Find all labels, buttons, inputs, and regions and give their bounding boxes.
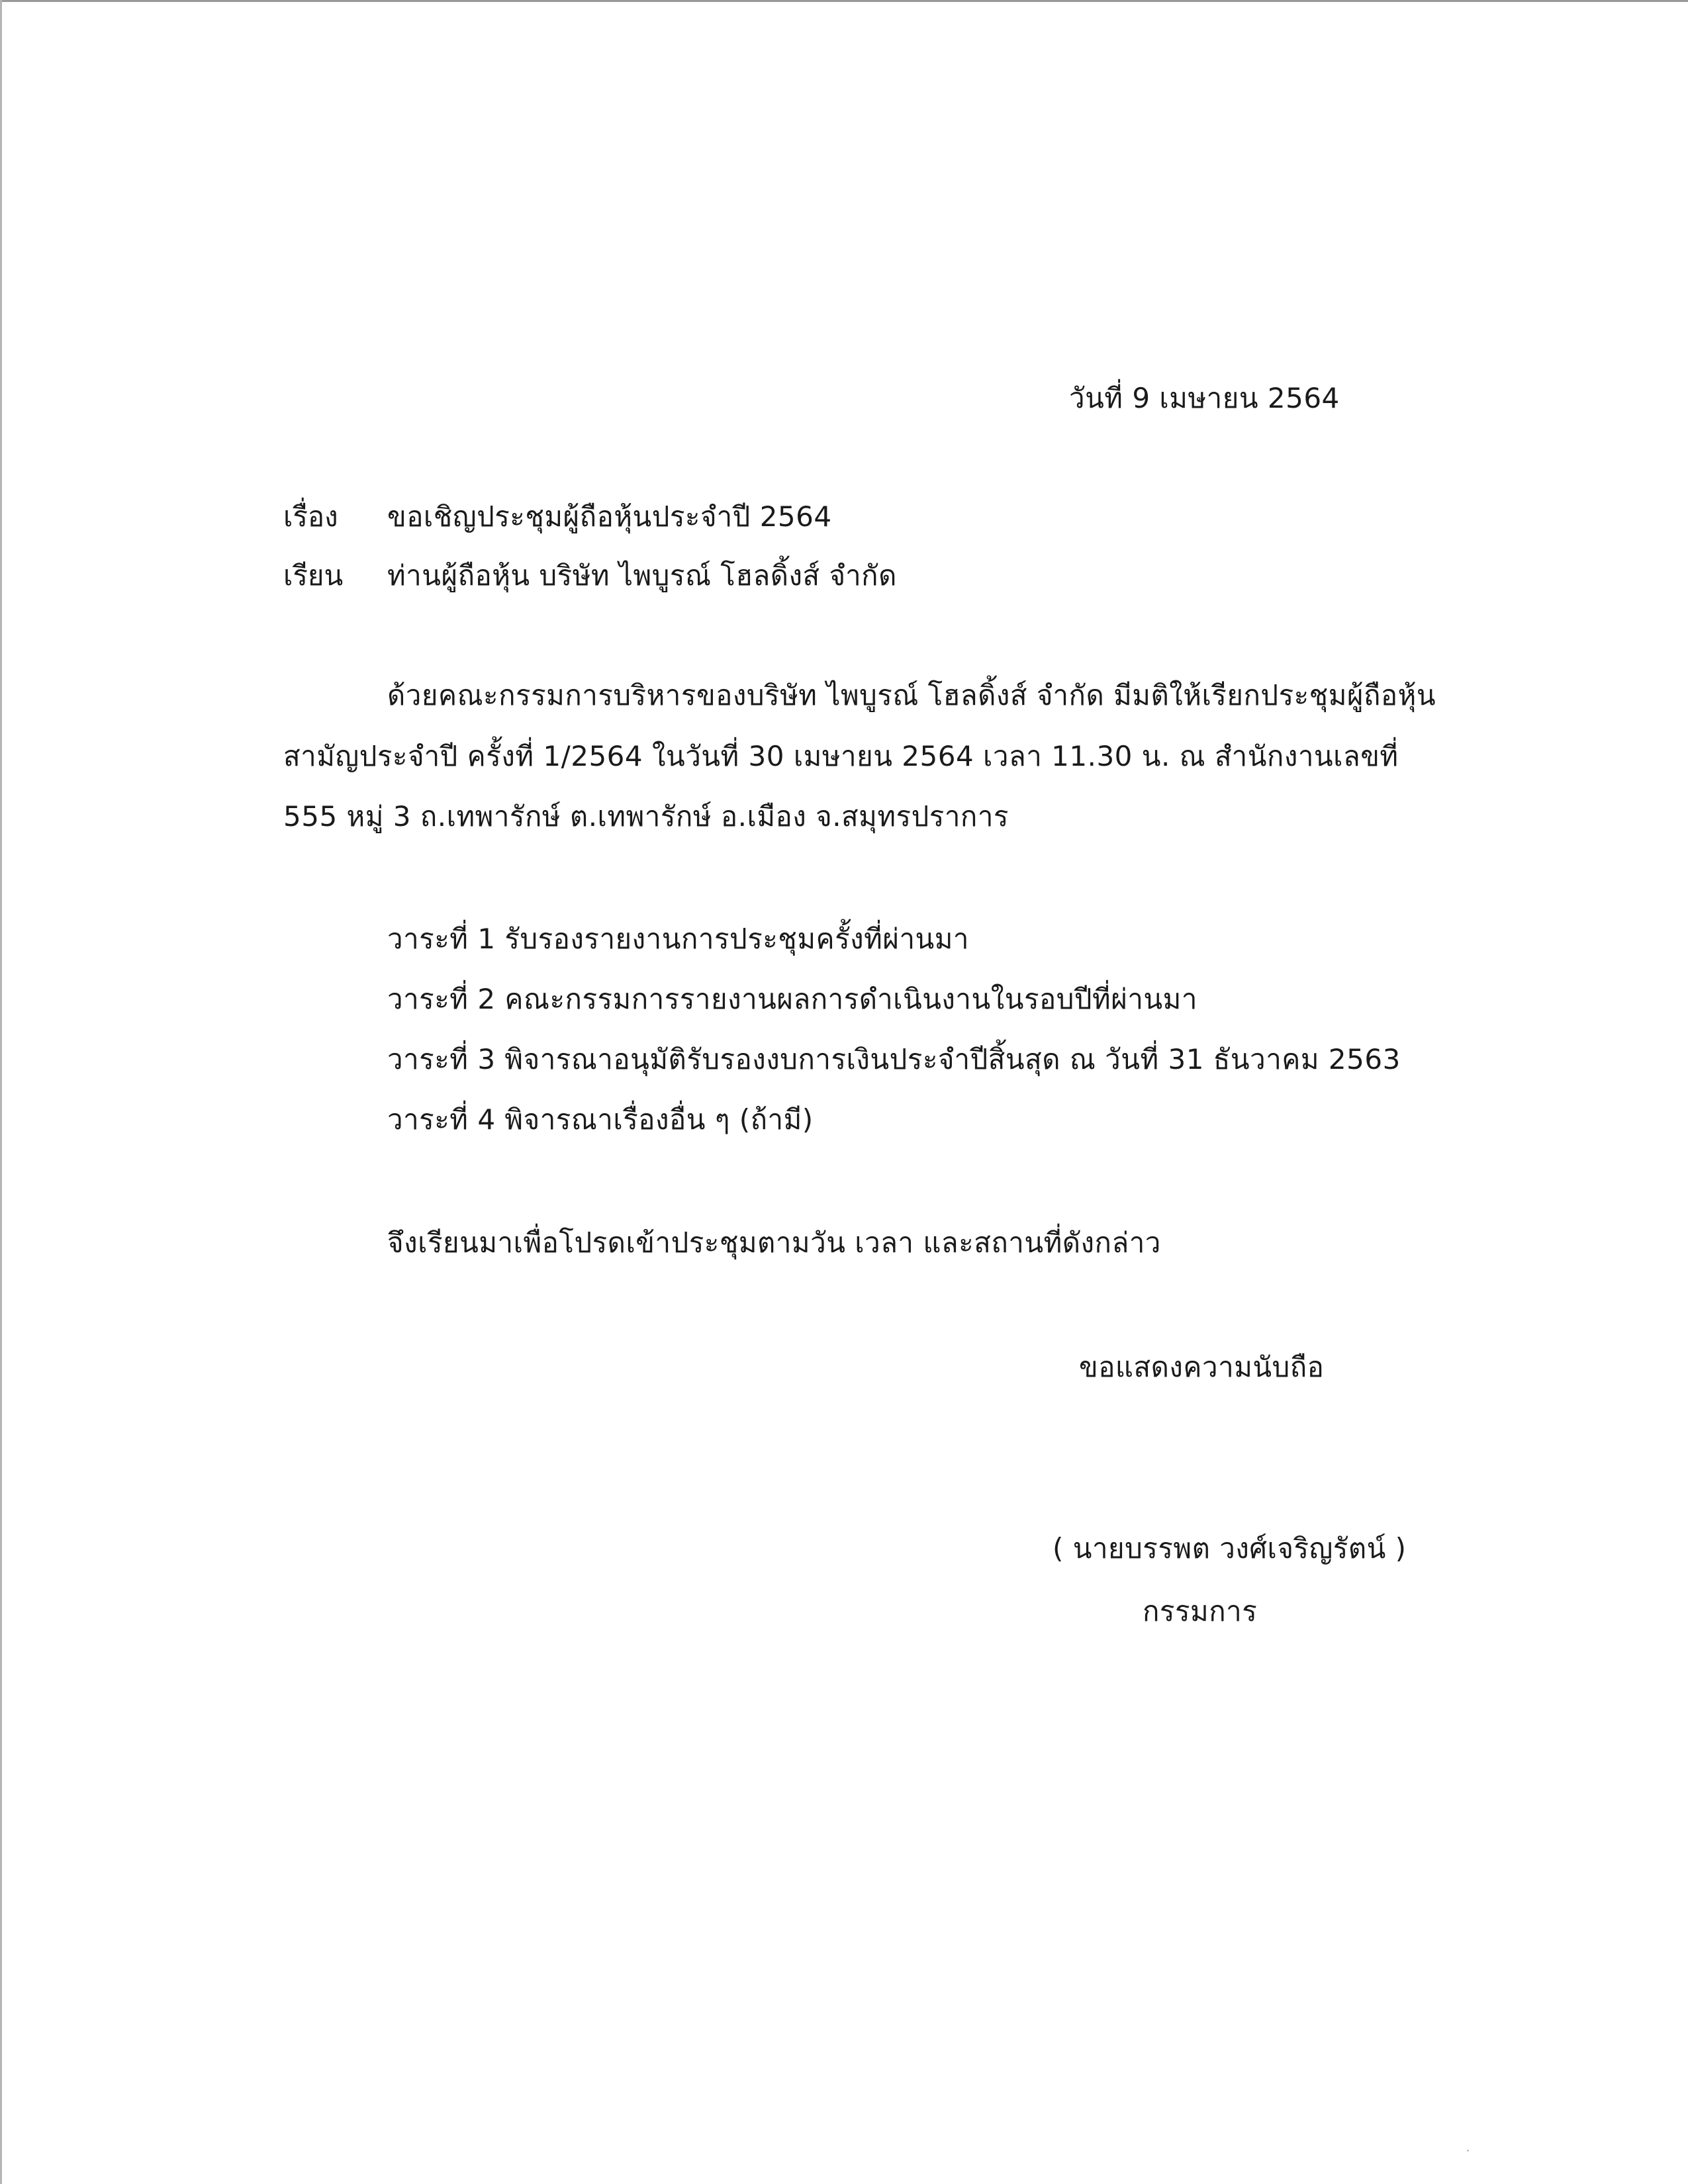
body-line: สามัญประจำปี ครั้งที่ 1/2564 ในวันที่ 30 เมษายน 2564 เวลา 11.30 น. ณ สำนักงานเลขที่	[283, 740, 1399, 772]
regards-text: ขอแสดงความนับถือ	[1079, 1351, 1325, 1383]
body-line: 555 หมู่ 3 ถ.เทพารักษ์ ต.เทพารักษ์ อ.เมือง จ.สมุทรปราการ	[283, 800, 1009, 833]
subject-text: ขอเชิญประชุมผู้ถือหุ้นประจำปี 2564	[387, 500, 832, 533]
recipient-label: เรียน	[283, 559, 344, 592]
agenda-item: วาระที่ 1 รับรองรายงานการประชุมครั้งที่ผ่านมา	[387, 923, 970, 955]
signer-name: ( นายบรรพต วงศ์เจริญรัตน์ )	[1053, 1532, 1407, 1565]
agenda-item: วาระที่ 3 พิจารณาอนุมัติรับรองงบการเงินประจำปีสิ้นสุด ณ วันที่ 31 ธันวาคม 2563	[387, 1043, 1401, 1075]
agenda-item: วาระที่ 4 พิจารณาเรื่องอื่น ๆ (ถ้ามี)	[387, 1103, 814, 1136]
agenda-item: วาระที่ 2 คณะกรรมการรายงานผลการดำเนินงานในรอบปีที่ผ่านมา	[387, 983, 1197, 1015]
body-line: ด้วยคณะกรรมการบริหารของบริษัท ไพบูรณ์ โฮลดิ้งส์ จำกัด มีมติให้เรียกประชุมผู้ถือหุ้น	[387, 679, 1436, 711]
recipient-text: ท่านผู้ถือหุ้น บริษัท ไพบูรณ์ โฮลดิ้งส์ จำกัด	[387, 559, 897, 592]
scan-speck	[1467, 2150, 1469, 2152]
scan-top-edge	[0, 0, 1688, 2]
subject-label: เรื่อง	[283, 500, 338, 533]
signer-title: กรรมการ	[1143, 1595, 1258, 1627]
scan-left-edge	[0, 0, 2, 2184]
letter-date: วันที่ 9 เมษายน 2564	[1069, 382, 1340, 414]
closing-text: จึงเรียนมาเพื่อโปรดเข้าประชุมตามวัน เวลา และสถานที่ดังกล่าว	[387, 1226, 1161, 1259]
